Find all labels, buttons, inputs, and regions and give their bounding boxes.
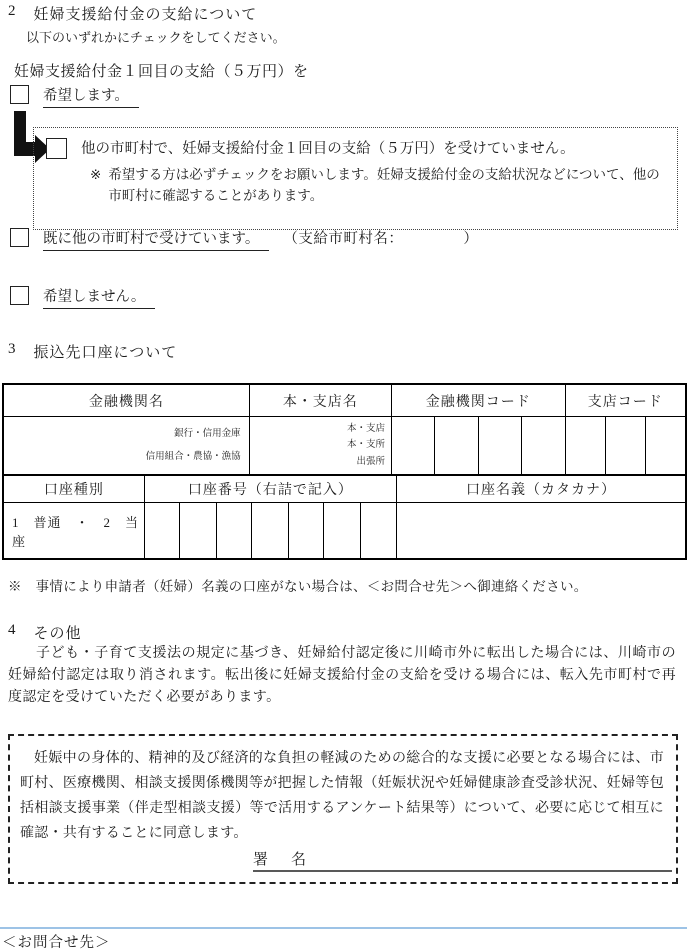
option-row-wish xyxy=(10,84,139,108)
footer-divider xyxy=(0,927,687,929)
wish-label: 希望します。 xyxy=(43,84,139,108)
account-number-cell[interactable] xyxy=(252,503,288,560)
signature-line[interactable] xyxy=(253,848,672,872)
section4-number: 4 xyxy=(8,622,17,638)
branch-input-cell[interactable] xyxy=(249,417,391,476)
received-checkbox[interactable] xyxy=(10,228,29,247)
consent-dashed-box xyxy=(8,734,678,884)
bank-code-cell[interactable] xyxy=(391,417,434,476)
header-branch: 本・支店名 xyxy=(249,384,391,417)
account-type-cell[interactable]: 1 普通 ・ 2 当座 xyxy=(3,503,144,560)
section2-number: 2 xyxy=(8,3,17,19)
branch-code-cell[interactable] xyxy=(646,417,686,476)
option-row-not-received xyxy=(46,137,667,159)
no-wish-checkbox[interactable] xyxy=(10,286,29,305)
confirmation-dotted-box xyxy=(33,127,678,230)
account-number-cell[interactable] xyxy=(324,503,360,560)
section4-title: その他 xyxy=(33,626,82,642)
branch-code-cell[interactable] xyxy=(605,417,645,476)
account-number-cell[interactable] xyxy=(360,503,396,560)
note-text: 希望する方は必ずチェックをお願いします。妊婦支援給付金の支給状況などについて、他の市町村に確認することがあります。 xyxy=(108,167,660,203)
header-account-type: 口座種別 xyxy=(3,475,144,503)
header-account-number: 口座番号（右詰で記入） xyxy=(144,475,396,503)
header-bank-code: 金融機関コード xyxy=(391,384,565,417)
section3-number: 3 xyxy=(8,341,17,357)
signature-label: 署 名 xyxy=(253,851,311,868)
section2-heading xyxy=(8,3,257,24)
bank-code-cell[interactable] xyxy=(478,417,521,476)
wish-checkbox[interactable] xyxy=(10,85,29,104)
bank-account-table xyxy=(2,383,687,560)
contact-heading: ＜お問合せ先＞ xyxy=(2,935,111,949)
branch-type-1: 本・支店 xyxy=(346,423,385,434)
bank-code-cell[interactable] xyxy=(435,417,478,476)
section4-heading xyxy=(8,622,82,643)
not-received-checkbox[interactable] xyxy=(46,138,67,159)
account-name-cell[interactable] xyxy=(397,503,686,560)
branch-type-2: 本・支所 xyxy=(346,440,385,451)
no-wish-label: 希望しません。 xyxy=(43,285,155,309)
bank-type-2: 信用組合・農協・漁協 xyxy=(145,451,241,462)
branch-code-cell[interactable] xyxy=(565,417,605,476)
account-footnote: ※ 事情により申請者（妊婦）名義の口座がない場合は、＜お問合せ先＞へ御連絡ください。 xyxy=(8,579,588,594)
option-row-received xyxy=(10,227,478,251)
account-number-cell[interactable] xyxy=(180,503,216,560)
account-number-cell[interactable] xyxy=(144,503,179,560)
not-received-label: 他の市町村で、妊婦支援給付金１回目の支給（５万円）を受けていません。 xyxy=(81,141,575,157)
branch-type-3: 出張所 xyxy=(356,456,385,467)
received-label: 既に他の市町村で受けています。 xyxy=(43,227,269,251)
institution-input-cell[interactable] xyxy=(3,417,249,476)
account-number-cell[interactable] xyxy=(216,503,251,560)
municipality-open: （支給市町村名： xyxy=(283,231,404,247)
section2-instruction: 以下のいずれかにチェックをしてください。 xyxy=(26,30,286,45)
municipality-field xyxy=(283,227,478,248)
header-institution: 金融機関名 xyxy=(3,384,249,417)
consent-body: 妊娠中の身体的、精神的及び経済的な負担の軽減のための総合的な支援に必要となる場合には、市町村、医療機関、相談支援関係機関等が把握した情報（妊娠状況や妊婦健康診査受診状況、妊婦等包括相談支援事業（伴走型相談支援）等で活用するアンケート結果等）について、必要に応じて相互に確認・共有することに同意します。 xyxy=(20,751,664,841)
payment-lead-text: 妊婦支援給付金１回目の支給（５万円）を xyxy=(14,64,309,80)
section3-title: 振込先口座について xyxy=(33,345,178,361)
header-account-name: 口座名義（カタカナ） xyxy=(397,475,686,503)
header-branch-code: 支店コード xyxy=(565,384,686,417)
bank-table-bottom xyxy=(2,474,687,560)
section3-heading xyxy=(8,341,177,362)
bank-table-top xyxy=(2,383,687,476)
bank-type-1: 銀行・信用金庫 xyxy=(174,428,241,439)
note-marker: ※ xyxy=(90,167,102,182)
option-row-no-wish xyxy=(10,285,155,309)
bank-code-cell[interactable] xyxy=(522,417,565,476)
account-number-cell[interactable] xyxy=(288,503,323,560)
section4-body: 子ども・子育て支援法の規定に基づき、妊婦給付認定後に川崎市外に転出した場合には、川崎市の妊婦給付認定は取り消されます。転出後に妊婦支援給付金の支給を受ける場合には、転入先市町村で再度認定を受けていただく必要があります。 xyxy=(8,646,676,706)
municipality-close: ） xyxy=(463,231,479,247)
confirmation-note xyxy=(90,165,667,207)
section2-title: 妊婦支援給付金の支給について xyxy=(33,7,258,23)
